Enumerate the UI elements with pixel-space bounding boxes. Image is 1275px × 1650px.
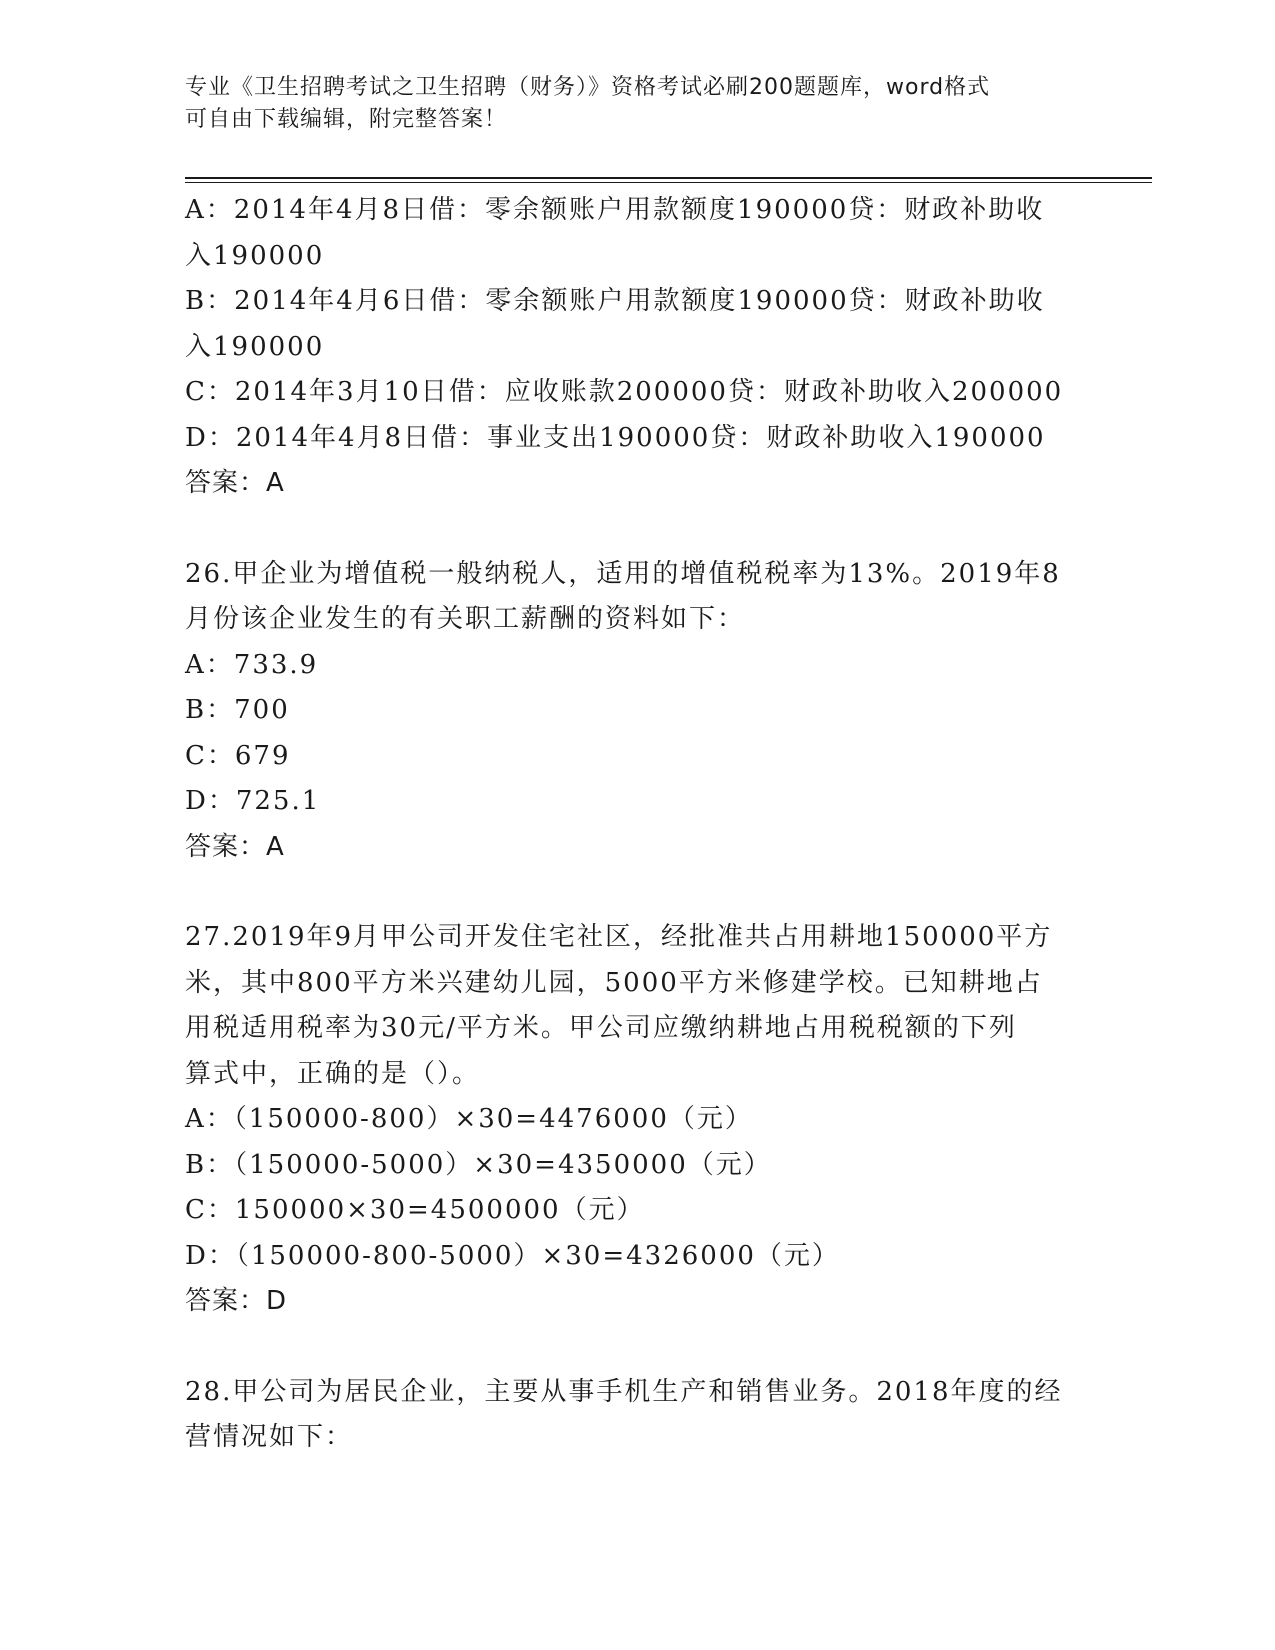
q25-option-b-line-2: 入190000 — [185, 331, 325, 362]
q26-option-a: A：733.9 — [185, 649, 319, 680]
q27-option-d: D：（150000-800-5000）×30=4326000（元） — [185, 1240, 840, 1271]
q27-option-b: B：（150000-5000）×30=4350000（元） — [185, 1149, 772, 1180]
spacer — [185, 870, 1085, 915]
question-26 — [185, 552, 1085, 871]
q27-stem-line-2: 米，其中800平方米兴建幼儿园，5000平方米修建学校。已知耕地占 — [185, 967, 1043, 998]
document-body — [185, 188, 1085, 1461]
q25-option-b-line-1: B：2014年4月6日借：零余额账户用款额度190000贷：财政补助收 — [185, 286, 1045, 316]
q28-stem-line-2: 营情况如下： — [185, 1422, 354, 1452]
document-header — [185, 72, 1065, 136]
question-25 — [185, 188, 1085, 507]
q25-option-a-line-1: A：2014年4月8日借：零余额账户用款额度190000贷：财政补助收 — [185, 195, 1045, 225]
q27-option-c: C：150000×30=4500000（元） — [185, 1195, 645, 1225]
spacer — [185, 507, 1085, 552]
spacer — [185, 1325, 1085, 1370]
q27-option-a: A：（150000-800）×30=4476000（元） — [185, 1104, 753, 1134]
q26-stem-line-1: 26.甲企业为增值税一般纳税人，适用的增值税税率为13%。2019年8 — [185, 558, 1061, 589]
q28-stem-line-1: 28.甲公司为居民企业，主要从事手机生产和销售业务。2018年度的经 — [185, 1376, 1063, 1407]
header-line-1: 专业《卫生招聘考试之卫生招聘（财务）》资格考试必刷200题题库，word格式 — [185, 75, 991, 100]
q25-option-c: C：2014年3月10日借：应收账款200000贷：财政补助收入200000 — [185, 377, 1064, 407]
q26-option-c: C：679 — [185, 740, 291, 771]
q25-answer: 答案：A — [185, 468, 285, 498]
q27-answer: 答案：D — [185, 1286, 288, 1316]
q27-stem-line-4: 算式中，正确的是（）。 — [185, 1058, 481, 1089]
header-line-2: 可自由下载编辑，附完整答案！ — [185, 107, 508, 132]
q26-option-b: B：700 — [185, 695, 290, 725]
q25-option-d: D：2014年4月8日借：事业支出190000贷：财政补助收入190000 — [185, 422, 1046, 453]
q26-option-d: D：725.1 — [185, 786, 321, 816]
question-27 — [185, 915, 1085, 1325]
question-28 — [185, 1370, 1085, 1461]
header-rule-thick — [185, 177, 1152, 179]
q25-option-a-line-2: 入190000 — [185, 240, 325, 271]
header-rule-thin — [185, 182, 1152, 183]
q27-stem-line-1: 27.2019年9月甲公司开发住宅社区，经批准共占用耕地150000平方 — [185, 922, 1053, 952]
q26-answer: 答案：A — [185, 831, 285, 862]
q27-stem-line-3: 用税适用税率为30元/平方米。甲公司应缴纳耕地占用税税额的下列 — [185, 1013, 1017, 1043]
q26-stem-line-2: 月份该企业发生的有关职工薪酬的资料如下： — [185, 604, 746, 634]
